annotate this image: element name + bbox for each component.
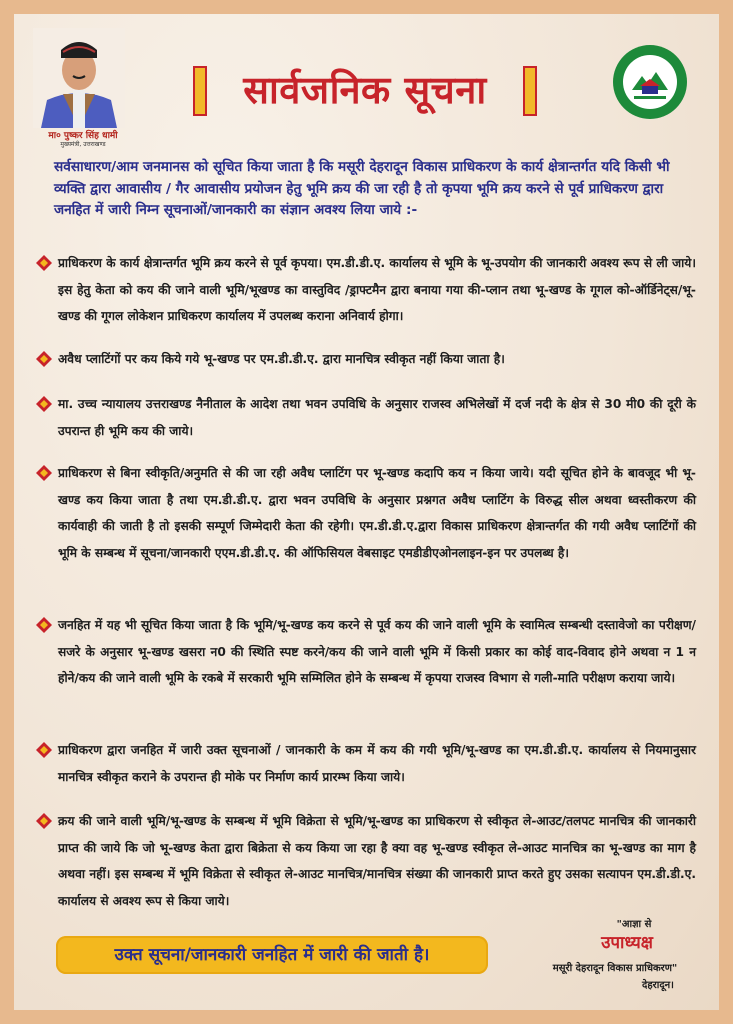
list-item bbox=[36, 391, 696, 444]
authority-name: मसूरी देहरादून विकास प्राधिकरण" bbox=[552, 963, 678, 974]
diamond-bullet-icon bbox=[36, 255, 52, 271]
item-text: प्राधिकरण के कार्य क्षेत्रान्तर्गत भूमि क्रय करने से पूर्व कृपया। एम.डी.डी.ए. कार्यालय से भूमि के भू-उपयोग की जानकारी अवश्य रूप से ली जाये। इस हेतु केता को कय की जाने वाली भूमि/भूखण्ड का वास्तुविद /ड्राफ्टमैन द्वारा बनाया गया की-प्लान तथा भू-खण्ड के गूगल को-ऑर्डिनेट्स/भू-खण्ड की गूगल लोकेशन प्राधिकरण कार्यालय में उपलब्ध कराना अनिवार्य होगा। bbox=[58, 256, 696, 323]
mdda-logo bbox=[612, 44, 688, 120]
by-order-text: "आज्ञा से bbox=[616, 919, 652, 930]
item-text: प्राधिकरण द्वारा जनहित में जारी उक्त सूचनाओं / जानकारी के कम में कय की गयी भूमि/भू-खण्ड का एम.डी.डी.ए. कार्यालय से नियमानुसार मानचित्र स्वीकृत कराने के उपरान्त ही मोके पर निर्माण कार्य प्रारम्भ किया जाये। bbox=[58, 743, 696, 784]
chief-minister-photo bbox=[33, 28, 125, 128]
diamond-bullet-icon bbox=[36, 396, 52, 412]
cm-title: मुख्यमंत्री, उत्तराखण्ड bbox=[60, 141, 106, 148]
city-name: देहरादून। bbox=[642, 980, 674, 991]
title-block bbox=[193, 62, 537, 118]
diamond-bullet-icon bbox=[36, 465, 52, 481]
list-item bbox=[36, 250, 696, 330]
diamond-bullet-icon bbox=[36, 617, 52, 633]
item-text: क्रय की जाने वाली भूमि/भू-खण्ड के सम्बन्ध में भूमि विक्रेता से भूमि/भू-खण्ड का प्राधिकरण से स्वीकृत ले-आउट/तलपट मानचित्र की जानकारी प्राप्त की जाये कि जो भू-खण्ड केता द्वारा बिक्रेता से कय किया जा रहा है क्या वह भू-खण्ड स्वीकृत ले-आउट मानचित्र का भू-खण्ड का माग है अथवा नहीं। इस सम्बन्ध में भूमि विक्रेता से स्वीकृत ले-आउट मानचित्र/मानचित्र संख्या की जानकारी प्राप्त करते हुए उसका सत्यापन एम.डी.डी.ए. कार्यालय से अवश्य रूप से किया जाये। bbox=[58, 814, 696, 908]
title-bar-right bbox=[523, 66, 537, 116]
designation: उपाध्यक्ष bbox=[601, 933, 653, 953]
list-item bbox=[36, 808, 696, 914]
list-item bbox=[36, 612, 696, 692]
cm-name: मा० पुष्कर सिंह धामी bbox=[48, 131, 118, 141]
banner-text: उक्त सूचना/जानकारी जनहित में जारी की जाती है। bbox=[114, 945, 430, 965]
list-item bbox=[36, 460, 696, 566]
list-item bbox=[36, 737, 696, 790]
diamond-bullet-icon bbox=[36, 351, 52, 367]
diamond-bullet-icon bbox=[36, 813, 52, 829]
page-title: सार्वजनिक सूचना bbox=[243, 68, 487, 112]
title-bar-left bbox=[193, 66, 207, 116]
item-text: प्राधिकरण से बिना स्वीकृति/अनुमति से की जा रही अवैध प्लाटिंग पर भू-खण्ड कदापि कय न किया जाये। यदी सूचित होने के बावजूद भी भू-खण्ड कय किया जाता है तथा एम.डी.डी.ए. द्वारा भवन उपविधि के अनुसार प्रश्नगत अवैध प्लाटिंग के विरुद्ध सील अथवा ध्वस्तीकरण की कार्यवाही की जाती है तो इसकी सम्पूर्ण जिम्मेदारी केता की रहेगी। एम.डी.डी.ए.द्वारा विकास प्राधिकरण क्षेत्रान्तर्गत की गयी अवैध प्लाटिंगों की भूमि के सम्बन्ध में सूचना/जानकारी एएम.डी.डी.ए. की ऑफिसियल वेबसाइट एमडीडीएओनलाइन-इन पर उपलब्ध है। bbox=[58, 466, 696, 560]
diamond-bullet-icon bbox=[36, 742, 52, 758]
intro-paragraph: सर्वसाधारण/आम जनमानस को सूचित किया जाता है कि मसूरी देहरादून विकास प्राधिकरण के कार्य क्षेत्रान्तर्गत यदि किसी भी व्यक्ति द्वारा आवासीय / गैर आवासीय प्रयोजन हेतु भूमि क्रय की जा रही है तो कृपया भूमि क्रय करने से पूर्व प्राधिकरण द्वारा जनहित में जारी निम्न सूचनाओं/जानकारी का संज्ञान अवश्य लिया जाये :- bbox=[54, 159, 670, 218]
public-notice-banner bbox=[56, 936, 488, 974]
list-item bbox=[36, 346, 696, 373]
item-text: अवैध प्लाटिंगों पर कय किये गये भू-खण्ड पर एम.डी.डी.ए. द्वारा मानचित्र स्वीकृत नहीं किया जाता है। bbox=[58, 352, 505, 366]
item-text: जनहित में यह भी सूचित किया जाता है कि भूमि/भू-खण्ड कय करने से पूर्व कय की जाने वाली भूमि के स्वामित्व सम्बन्धी दस्तावेजो का परीक्षण/सजरे के अनुसार भू-खण्ड खसरा न0 की स्थिति स्पष्ट करने/कय की जाने वाली भूमि में किसी प्रकार का कोई वाद-विवाद होने अथवा न 1 न होने/कय की जाने वाली भूमि के रकबे में सरकारी भूमि सम्मिलित होने के सम्बन्ध में कृपया राजस्व विभाग से गली-माति परीक्षण कराया जाये। bbox=[58, 618, 696, 685]
item-text: मा. उच्च न्यायालय उत्तराखण्ड नैनीताल के आदेश तथा भवन उपविधि के अनुसार राजस्व अभिलेखों में दर्ज नदी के क्षेत्र से 30 मी0 की दूरी के उपरान्त ही भूमि कय की जाये। bbox=[58, 397, 696, 438]
